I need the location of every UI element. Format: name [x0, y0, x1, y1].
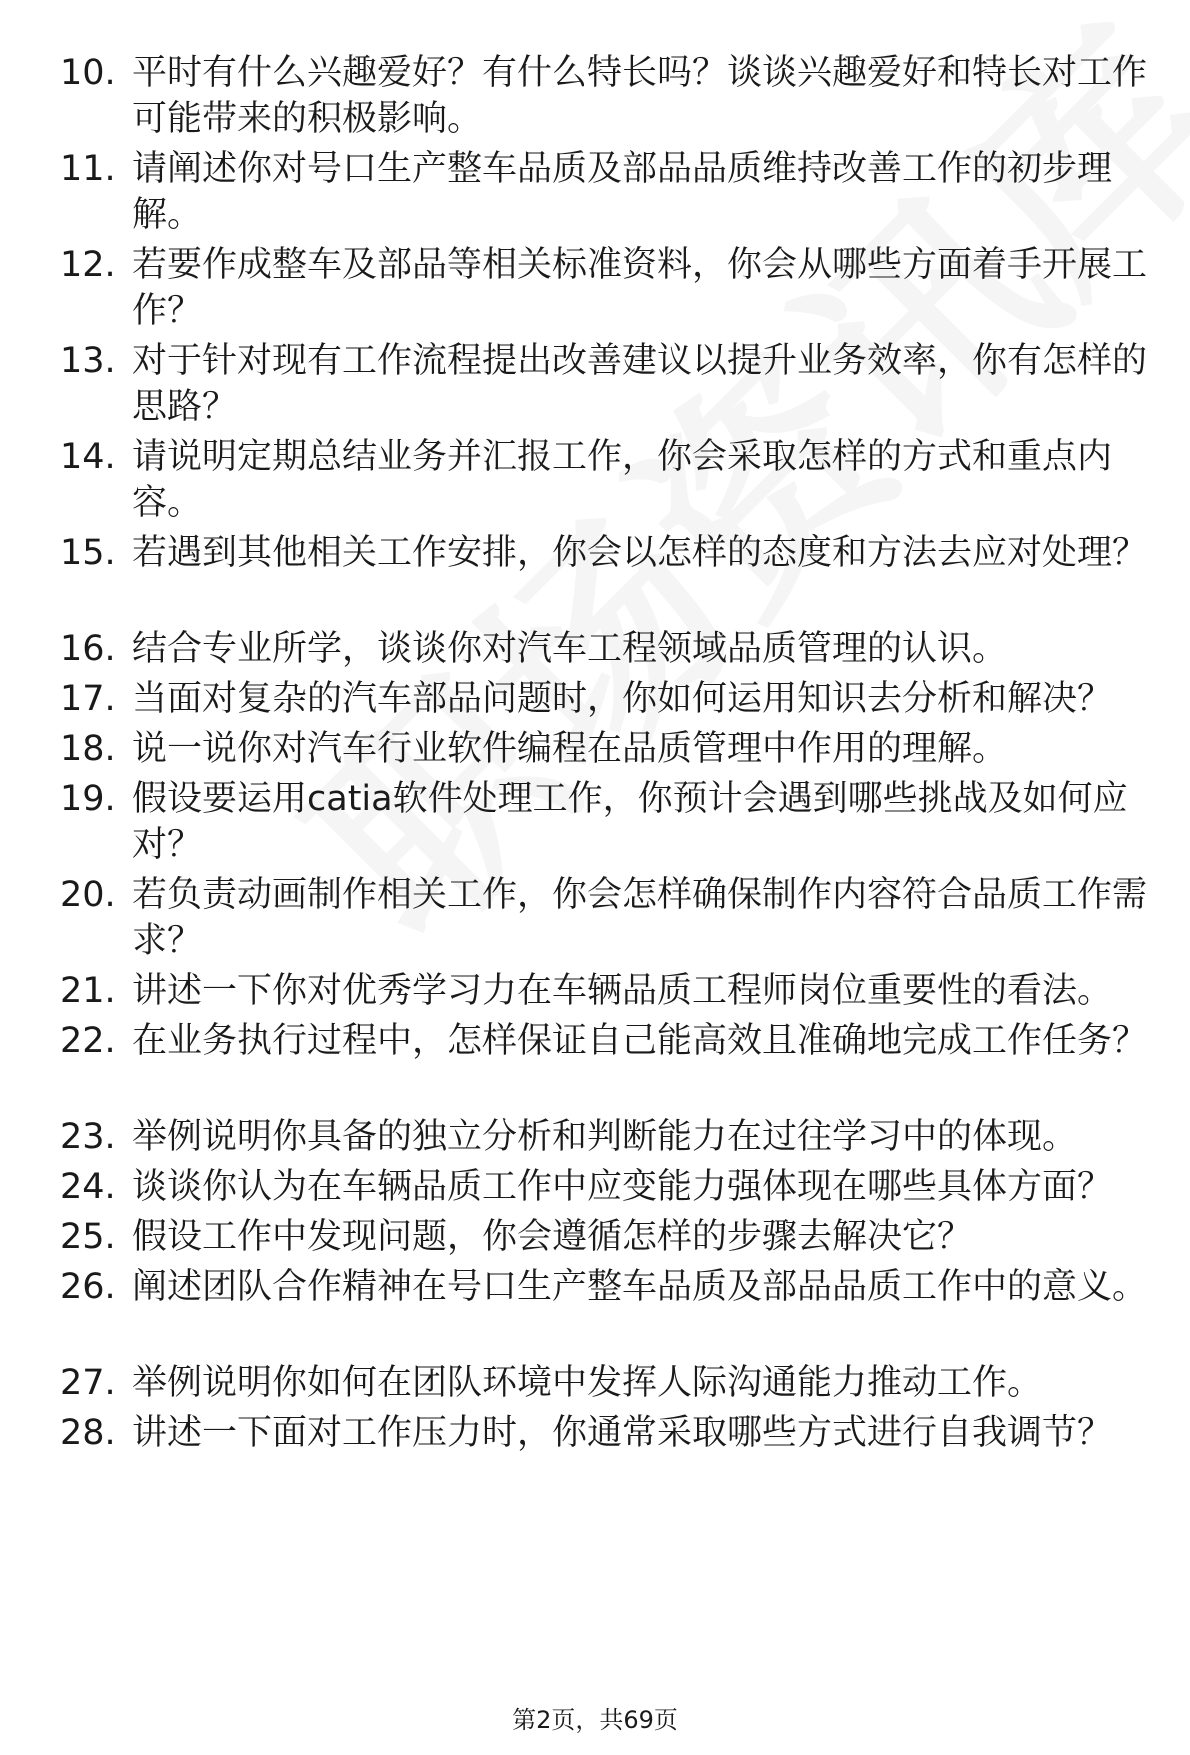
item-number: 24.: [60, 1167, 116, 1207]
item-number: 17.: [60, 679, 116, 719]
item-number: 16.: [60, 629, 116, 669]
item-text: 讲述一下面对工作压力时，你通常采取哪些方式进行自我调节？: [132, 1413, 1113, 1453]
item-number: 26.: [60, 1267, 116, 1307]
item-text: 阐述团队合作精神在号口生产整车品质及部品品质工作中的意义。: [132, 1267, 1148, 1307]
item-number: 20.: [60, 875, 116, 915]
item-text: 假设工作中发现问题，你会遵循怎样的步骤去解决它？: [132, 1217, 973, 1257]
item-number: 25.: [60, 1217, 116, 1257]
item-text: 若负责动画制作相关工作，你会怎样确保制作内容符合品质工作需求？: [132, 875, 1148, 961]
item-text: 结合专业所学，谈谈你对汽车工程领域品质管理的认识。: [132, 629, 1008, 669]
item-number: 28.: [60, 1413, 116, 1453]
item-text: 在业务执行过程中，怎样保证自己能高效且准确地完成工作任务？: [132, 1021, 1148, 1061]
item-text: 若要作成整车及部品等相关标准资料，你会从哪些方面着手开展工作？: [132, 245, 1148, 331]
item-number: 18.: [60, 729, 116, 769]
item-text: 当面对复杂的汽车部品问题时，你如何运用知识去分析和解决？: [132, 679, 1113, 719]
item-number: 23.: [60, 1117, 116, 1157]
item-number: 21.: [60, 971, 116, 1011]
item-number: 10.: [60, 53, 116, 93]
item-number: 13.: [60, 341, 116, 381]
item-text: 假设要运用catia软件处理工作，你预计会遇到哪些挑战及如何应对？: [132, 779, 1128, 865]
item-text: 举例说明你如何在团队环境中发挥人际沟通能力推动工作。: [132, 1363, 1043, 1403]
item-text: 对于针对现有工作流程提出改善建议以提升业务效率，你有怎样的思路？: [132, 341, 1148, 427]
item-text: 请说明定期总结业务并汇报工作，你会采取怎样的方式和重点内容。: [132, 437, 1113, 523]
item-number: 19.: [60, 779, 116, 819]
item-text: 说一说你对汽车行业软件编程在品质管理中作用的理解。: [132, 729, 1008, 769]
item-number: 12.: [60, 245, 116, 285]
item-text: 谈谈你认为在车辆品质工作中应变能力强体现在哪些具体方面？: [132, 1167, 1113, 1207]
item-text: 举例说明你具备的独立分析和判断能力在过往学习中的体现。: [132, 1117, 1078, 1157]
item-text: 请阐述你对号口生产整车品质及部品品质维持改善工作的初步理解。: [132, 149, 1113, 235]
item-text: 平时有什么兴趣爱好？有什么特长吗？谈谈兴趣爱好和特长对工作可能带来的积极影响。: [132, 53, 1148, 139]
item-number: 27.: [60, 1363, 116, 1403]
item-number: 15.: [60, 533, 116, 573]
item-text: 若遇到其他相关工作安排，你会以怎样的态度和方法去应对处理？: [132, 533, 1148, 573]
item-number: 11.: [60, 149, 116, 189]
item-text: 讲述一下你对优秀学习力在车辆品质工程师岗位重要性的看法。: [132, 971, 1113, 1011]
item-number: 22.: [60, 1021, 116, 1061]
page-footer: 第2页，共69页: [512, 1706, 678, 1734]
item-number: 14.: [60, 437, 116, 477]
